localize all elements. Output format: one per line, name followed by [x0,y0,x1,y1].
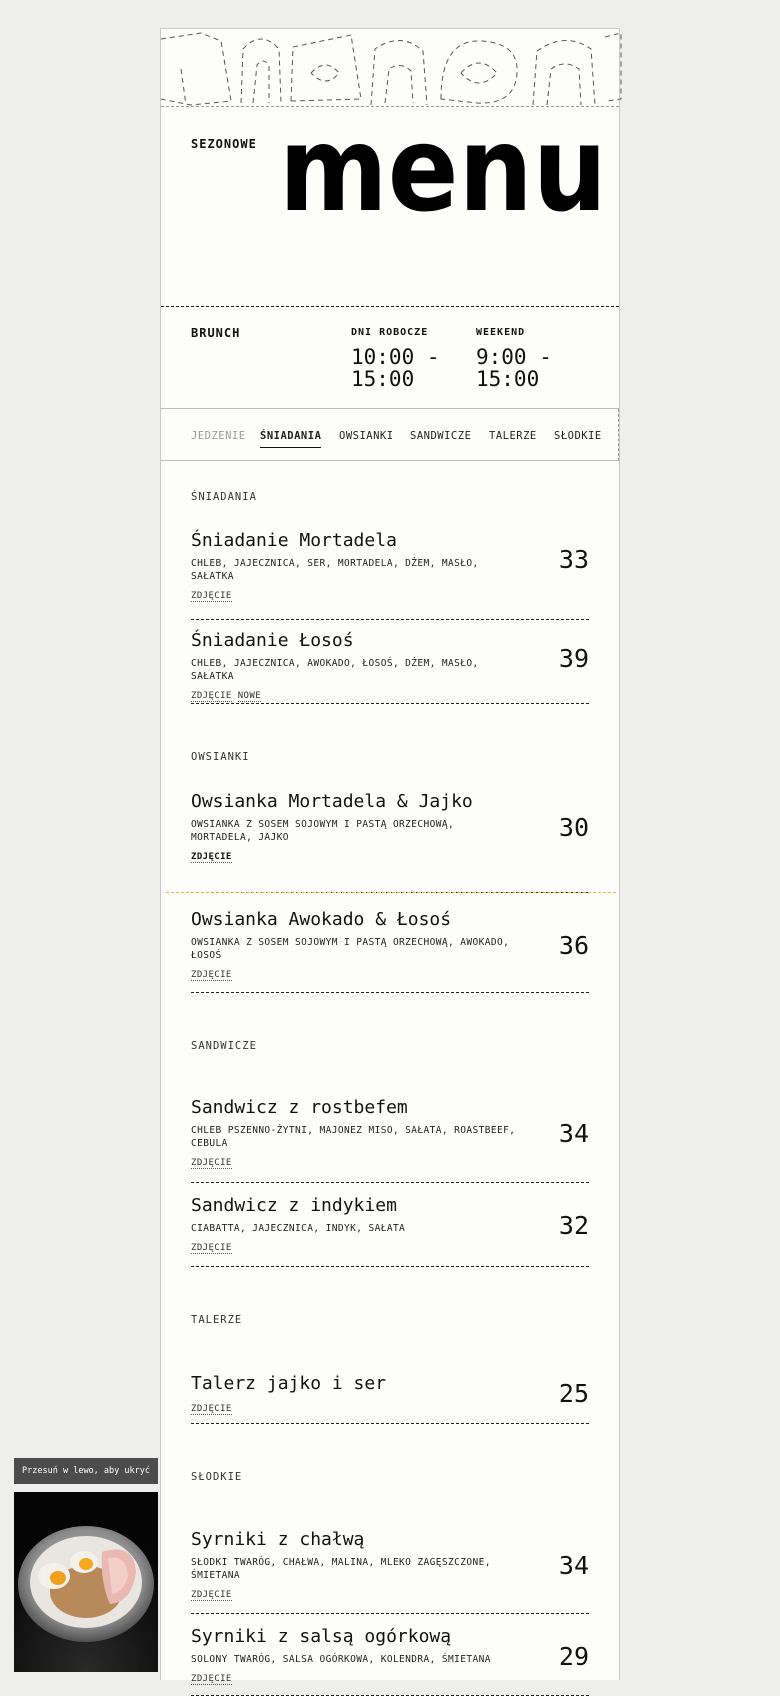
item-price: 25 [558,1379,589,1408]
item-name: Sandwicz z indykiem [191,1195,397,1216]
tab-sniadania[interactable]: ŚNIADANIA [260,430,321,448]
dish-photo[interactable] [14,1492,158,1672]
section-title-sandwicze: SANDWICZE [191,1040,257,1052]
menu-wordmark [279,100,609,238]
item-description: CHLEB, JAJECZNICA, AWOKADO, ŁOSOŚ, DŻEM, MASŁO, SAŁATKA [191,658,479,682]
logo-strip [161,29,619,107]
menu-item[interactable] [191,1614,589,1696]
menu-item[interactable] [191,779,589,893]
new-badge: NOWE [237,691,262,701]
menu-item[interactable] [191,893,589,993]
tab-jedzenie[interactable]: JEDZENIE [191,430,246,442]
photo-link[interactable]: ZDJĘCIE [191,1674,232,1684]
photo-link[interactable]: ZDJĘCIE [191,852,232,862]
season-label: SEZONOWE [191,137,257,151]
item-name: Owsianka Mortadela & Jajko [191,791,473,812]
photo-link[interactable]: ZDJĘCIE [191,1590,232,1600]
photo-link[interactable]: ZDJĘCIE [191,1158,232,1168]
brunch-hours [161,307,619,409]
dish-photo-graphic [14,1492,158,1672]
item-price: 30 [558,813,589,842]
item-description: CIABATTA, JAJECZNICA, INDYK, SAŁATA [191,1223,406,1234]
menu-item[interactable] [191,1183,589,1267]
item-description: CHLEB PSZENNO-ŻYTNI, MAJONEZ MISO, SAŁATA, ROASTBEEF, CEBULA [191,1125,516,1149]
weekdays-label: DNI ROBOCZE [351,327,429,338]
item-price: 29 [558,1642,589,1671]
brunch-title: BRUNCH [191,326,241,340]
item-description: SŁODKI TWARÓG, CHAŁWA, MALINA, MLEKO ZAGĘSZCZONE, ŚMIETANA [191,1557,491,1581]
highlight-divider [166,892,616,893]
menu-item[interactable] [191,620,589,704]
tab-sandwicze[interactable]: SANDWICZE [410,430,472,442]
photo-link[interactable]: ZDJĘCIE [191,591,232,601]
item-description: OWSIANKA Z SOSEM SOJOWYM I PASTĄ ORZECHOWĄ, MORTADELA, JAJKO [191,819,455,843]
menu-item[interactable] [191,1343,589,1424]
item-price: 33 [558,545,589,574]
photo-link[interactable]: ZDJĘCIE [191,1404,232,1414]
menu-wordmark-text: menu [279,100,607,238]
item-name: Syrniki z chałwą [191,1529,365,1550]
category-tabs [161,409,619,461]
tab-talerze[interactable]: TALERZE [489,430,537,442]
item-price: 32 [558,1211,589,1240]
photo-link[interactable]: ZDJĘCIE [191,970,232,980]
tab-slodkie[interactable]: SŁODKIE [554,430,602,442]
item-name: Talerz jajko i ser [191,1373,387,1394]
weekend-time: 9:00 - 15:00 [476,345,552,391]
item-name: Sandwicz z rostbefem [191,1097,408,1118]
weekdays-time: 10:00 - 15:00 [351,345,440,391]
outline-logo-graphic [161,29,621,107]
item-price: 39 [558,644,589,673]
section-title-sniadania: ŚNIADANIA [191,491,257,503]
menu-item[interactable] [191,520,589,620]
menu-item[interactable] [191,1501,589,1614]
item-name: Syrniki z salsą ogórkową [191,1626,452,1647]
item-price: 34 [558,1119,589,1148]
item-name: Śniadanie Łosoś [191,630,354,651]
item-description: SOLONY TWARÓG, SALSA OGÓRKOWA, KOLENDRA, ŚMIETANA [191,1654,491,1665]
photo-link[interactable]: ZDJĘCIE [191,691,232,701]
photo-link[interactable]: ZDJĘCIE [191,1243,232,1253]
item-price: 34 [558,1551,589,1580]
item-name: Owsianka Awokado & Łosoś [191,909,452,930]
section-title-slodkie: SŁODKIE [191,1471,243,1483]
tab-owsianki[interactable]: OWSIANKI [339,430,394,442]
item-price: 36 [558,931,589,960]
menu-page [160,28,620,1684]
weekdays-hours [351,327,461,390]
swipe-hint-toast[interactable]: Przesuń w lewo, aby ukryć [14,1458,158,1484]
menu-item[interactable] [191,1069,589,1183]
item-name: Śniadanie Mortadela [191,530,397,551]
item-description: CHLEB, JAJECZNICA, SER, MORTADELA, DŻEM, MASŁO, SAŁATKA [191,558,479,582]
weekend-label: WEEKEND [476,327,526,338]
section-title-owsianki: OWSIANKI [191,751,250,763]
hero [161,100,619,307]
weekend-hours [476,327,586,390]
section-title-talerze: TALERZE [191,1314,243,1326]
item-description: OWSIANKA Z SOSEM SOJOWYM I PASTĄ ORZECHOWĄ, AWOKADO, ŁOSOŚ [191,937,510,961]
